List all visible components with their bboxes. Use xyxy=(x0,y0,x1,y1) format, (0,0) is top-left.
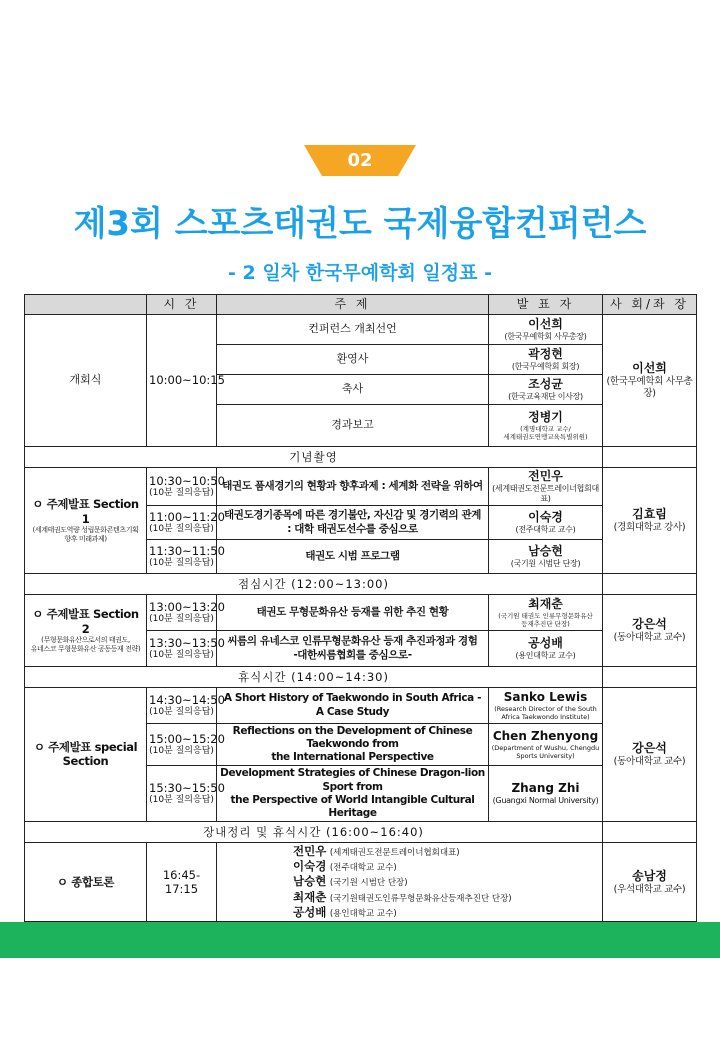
topic-cell: A Short History of Taekwondo in South Africa - A Case Study xyxy=(217,688,489,724)
break-row: 휴식시간 (14:00~14:30) xyxy=(25,667,603,688)
session-name: 개회식 xyxy=(25,315,147,447)
presenter-cell: Zhang Zhi (Guangxi Normal University) xyxy=(489,766,603,822)
table-row xyxy=(25,667,697,688)
session-time: 13:30~13:50 (10분 질의응답) xyxy=(147,631,217,667)
chair-cell: 강은석 (동아대학교 교수) xyxy=(603,595,697,667)
table-row xyxy=(25,315,697,345)
topic-cell: Reflections on the Development of Chinese Taekwondo from the International Perspective xyxy=(217,724,489,766)
chair-cell: 김효림 (경희대학교 강사) xyxy=(603,468,697,574)
break-row: 장내정리 및 휴식시간 (16:00~16:40) xyxy=(25,821,603,842)
table-row xyxy=(25,574,697,595)
session-time: 11:00~11:20 (10분 질의응답) xyxy=(147,506,217,540)
presenter-cell: Chen Zhenyong (Department of Wushu, Chengdu Sports University) xyxy=(489,724,603,766)
empty-cell xyxy=(603,447,697,468)
topic-cell: 태권도 품새경기의 현황과 향후과제 : 세계화 전략을 위하여 xyxy=(217,468,489,506)
table-row xyxy=(25,595,697,631)
session-time: 15:00~15:20 (10분 질의응답) xyxy=(147,724,217,766)
topic-cell: 축사 xyxy=(217,375,489,405)
session-name: ㅇ 종합토론 xyxy=(25,842,147,921)
header-empty xyxy=(25,295,147,315)
presenter-cell: Sanko Lewis (Research Director of the South Africa Taekwondo Institute) xyxy=(489,688,603,724)
presenter-cell: 전민우 (세계태권도전문트레이너협회대표) xyxy=(489,468,603,506)
header-topic: 주 제 xyxy=(217,295,489,315)
table-row xyxy=(25,842,697,921)
session-name: ㅇ 주제발표 special Section xyxy=(25,688,147,822)
schedule-table xyxy=(24,294,697,943)
page-subtitle: - 2 일차 한국무예학회 일정표 - xyxy=(228,262,492,284)
chair-cell: 강은석 (동아대학교 교수) xyxy=(603,688,697,822)
section-number-badge xyxy=(304,145,416,176)
panel-list xyxy=(217,842,603,921)
session-time: 14:30~14:50 (10분 질의응답) xyxy=(147,688,217,724)
topic-cell: 환영사 xyxy=(217,345,489,375)
table-row xyxy=(25,821,697,842)
topic-cell: 태권도 무형문화유산 등재를 위한 추진 현황 xyxy=(217,595,489,631)
chair-cell: 송남정 (우석대학교 교수) xyxy=(603,842,697,921)
session-time: 10:30~10:50 (10분 질의응답) xyxy=(147,468,217,506)
table-row xyxy=(25,468,697,506)
header-time: 시 간 xyxy=(147,295,217,315)
presenter-cell: 조성균 (한국교육재단 이사장) xyxy=(489,375,603,405)
presenter-cell: 정병기 (계명대학교 교수/ 세계태권도연맹교육특별위원) xyxy=(489,405,603,447)
topic-cell: 경과보고 xyxy=(217,405,489,447)
empty-cell xyxy=(603,821,697,842)
table-row xyxy=(25,447,697,468)
session-time: 16:45-17:15 xyxy=(147,842,217,921)
table-row xyxy=(25,688,697,724)
presenter-cell: 이숙경 (전주대학교 교수) xyxy=(489,506,603,540)
session-name: ㅇ 주제발표 Section 1 (세계태권도역량 성립문화콘텐츠기획 향후 미래과제) xyxy=(25,468,147,574)
presenter-cell: 이선희 (한국무예학회 사무총장) xyxy=(489,315,603,345)
photo-row: 기념촬영 xyxy=(25,447,603,468)
session-time: 13:00~13:20 (10분 질의응답) xyxy=(147,595,217,631)
header-chair: 사 회/좌 장 xyxy=(603,295,697,315)
topic-cell: Development Strategies of Chinese Dragon-lion Sport from the Perspective of World Intangible Cultural Heritage xyxy=(217,766,489,822)
presenter-cell: 곽정현 (한국무예학회 회장) xyxy=(489,345,603,375)
topic-cell: 태권도경기종목에 따른 경기불안, 자신감 및 경기력의 관계 : 대학 태권도선수를 중심으로 xyxy=(217,506,489,540)
topic-cell: 태권도 시범 프로그램 xyxy=(217,540,489,574)
panel-member: 최재춘 (국기원태권도인류무형문화유산등재추진단 단장) xyxy=(293,889,512,904)
presenter-cell: 최재춘 (국기원 태권도 인류무형문화유산 등재추진단 단장) xyxy=(489,595,603,631)
panel-member: 전민우 (세계태권도전문트레이너협회대표) xyxy=(293,843,460,858)
panel-member: 남승현 (국기원 시범단 단장) xyxy=(293,874,408,889)
topic-cell: 씨름의 유네스코 인류무형문화유산 등재 추진과정과 경험 -대한씨름협회를 중심으로- xyxy=(217,631,489,667)
presenter-cell: 남승현 (국기원 시범단 단장) xyxy=(489,540,603,574)
session-name: ㅇ 주제발표 Section 2 (무형문화유산으로서의 태권도, 유네스코 무형문화유산 공동등재 전략) xyxy=(25,595,147,667)
session-time: 10:00~10:15 xyxy=(147,315,217,447)
footer-bar xyxy=(0,922,720,958)
empty-cell xyxy=(603,574,697,595)
panel-member: 공성배 (용인대학교 교수) xyxy=(293,905,397,920)
page-title: 제3회 스포츠태권도 국제융합컨퍼런스 xyxy=(73,204,647,244)
session-time: 15:30~15:50 (10분 질의응답) xyxy=(147,766,217,822)
panel-member: 이숙경 (전주대학교 교수) xyxy=(293,859,397,874)
topic-cell: 컨퍼런스 개최선언 xyxy=(217,315,489,345)
chair-cell: 이선희 (한국무예학회 사무총장) xyxy=(603,315,697,447)
lunch-row: 점심시간 (12:00~13:00) xyxy=(25,574,603,595)
session-time: 11:30~11:50 (10분 질의응답) xyxy=(147,540,217,574)
presenter-cell: 공성배 (용인대학교 교수) xyxy=(489,631,603,667)
header-presenter: 발 표 자 xyxy=(489,295,603,315)
table-header-row xyxy=(25,295,697,315)
section-number: 02 xyxy=(347,150,373,171)
empty-cell xyxy=(603,667,697,688)
